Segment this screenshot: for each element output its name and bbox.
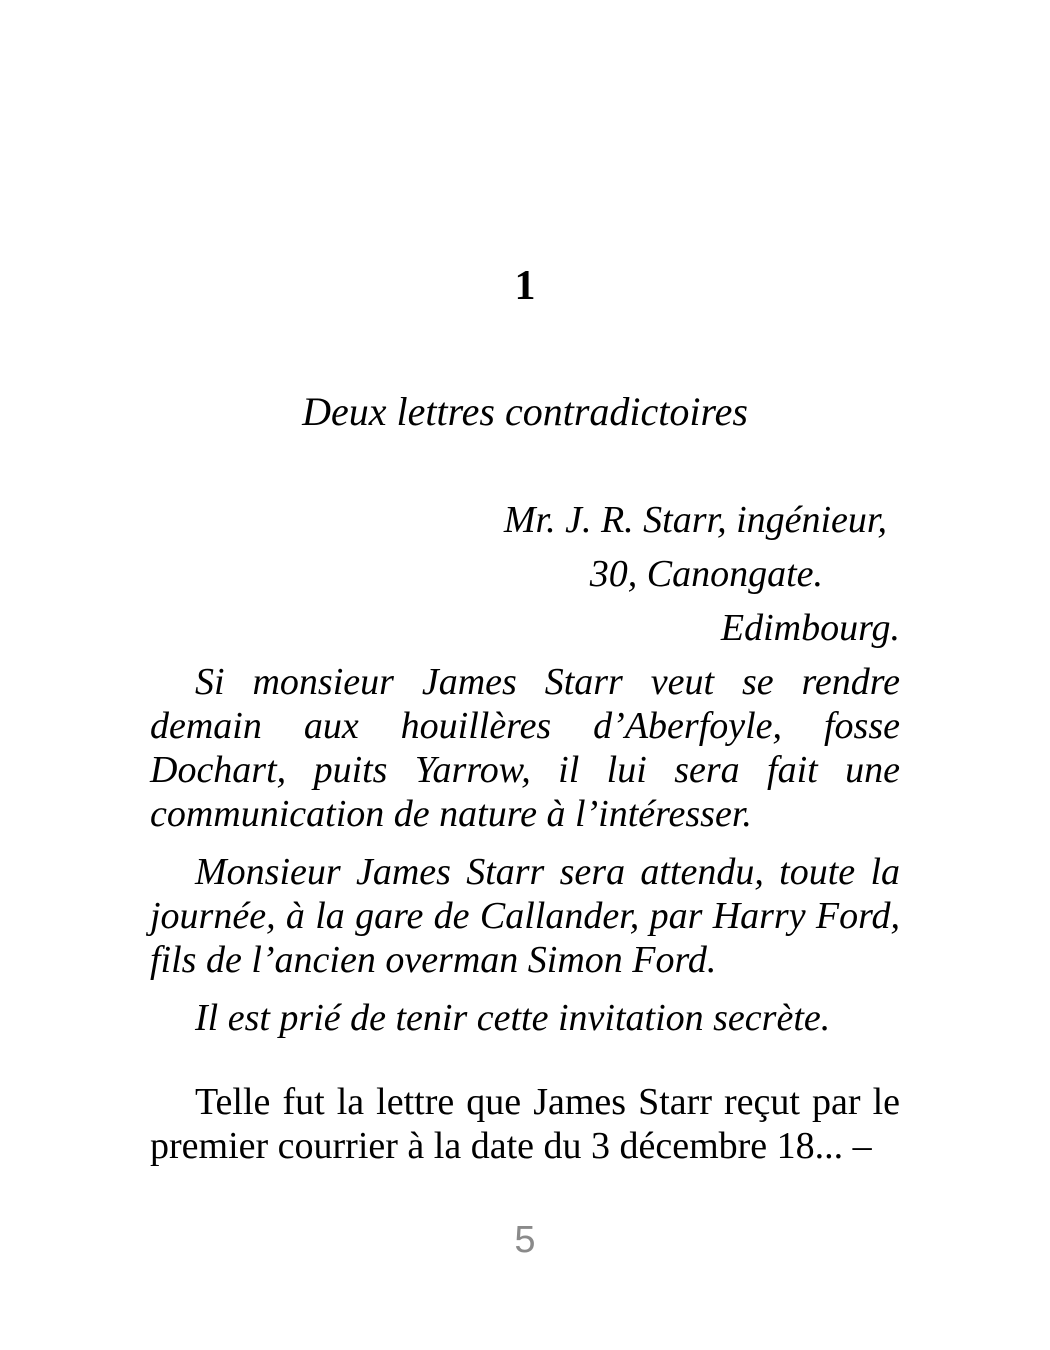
letter-address-recipient: Mr. J. R. Starr, ingénieur, — [503, 499, 887, 541]
narration-paragraph: Telle fut la lettre que James Starr reçut par le premier courrier à la date du 3 décembre 18... – — [150, 1081, 900, 1167]
letter-paragraph: Monsieur James Starr sera attendu, toute la journée, à la gare de Callander, par Harry Ford, fils de l’ancien overman Simon Ford. — [150, 851, 900, 981]
letter-address-street: 30, Canongate. — [589, 553, 823, 595]
letter-address-block — [150, 498, 900, 650]
letter-paragraph: Si monsieur James Starr veut se rendre demain aux houillères d’Aberfoyle, fosse Dochart, puits Yarrow, il lui sera fait une communication de nature à l’intéresser. — [150, 661, 900, 835]
page-number: 5 — [514, 1219, 536, 1261]
letter-paragraph: Il est prié de tenir cette invitation secrète. — [195, 997, 831, 1039]
letter-address-city: Edimbourg. — [720, 607, 900, 649]
letter-body — [150, 660, 900, 1040]
chapter-title: Deux lettres contradictoires — [302, 389, 748, 434]
chapter-number: 1 — [514, 263, 536, 309]
